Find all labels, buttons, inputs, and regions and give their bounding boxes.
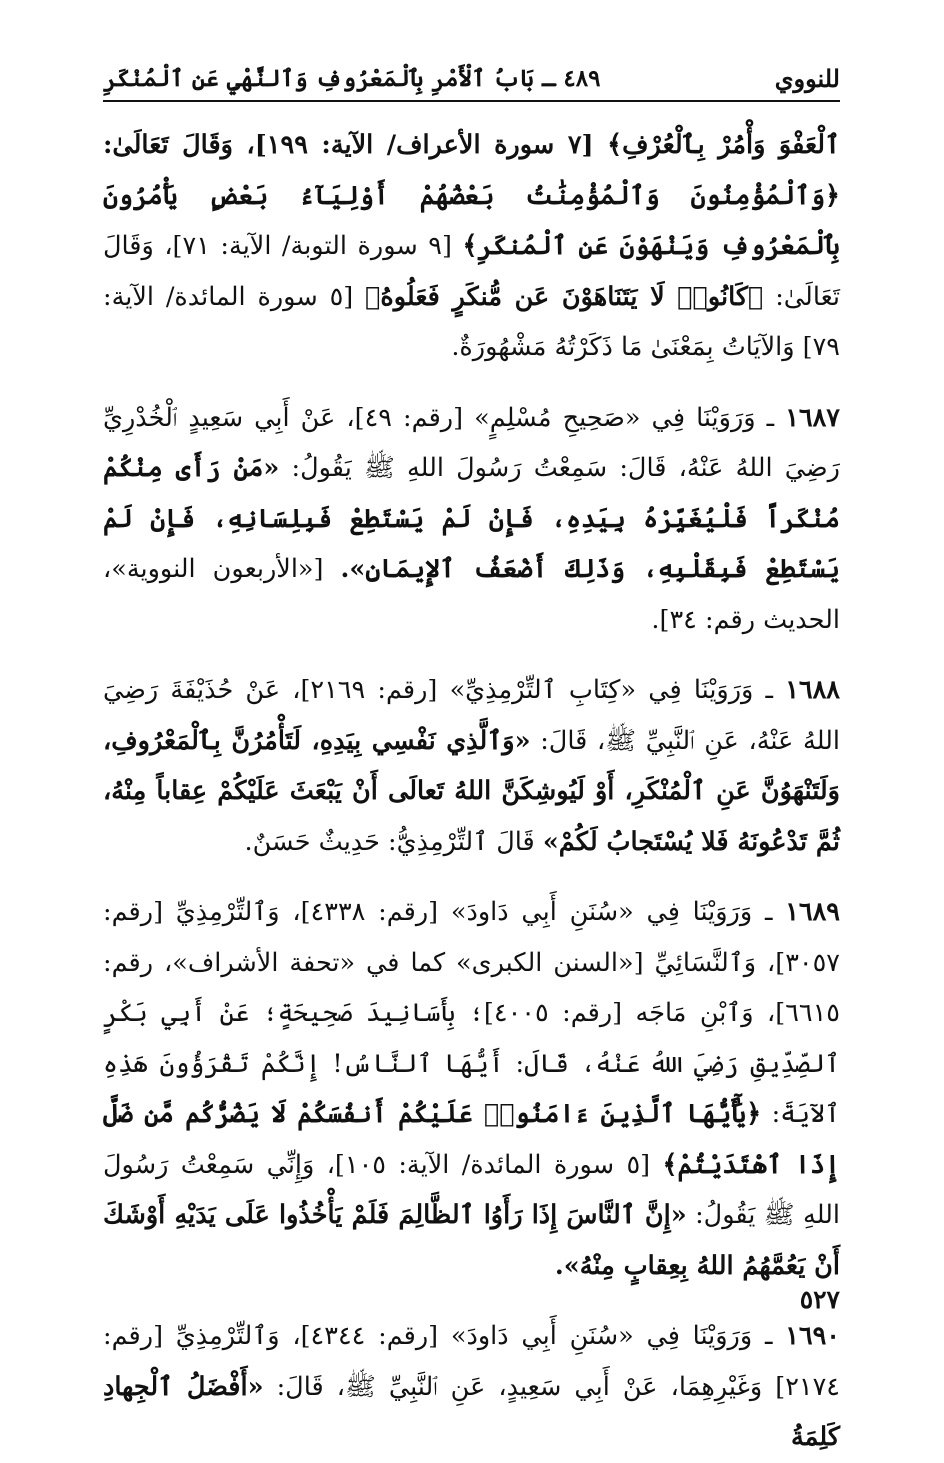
hadith-chain: ـ وَرَوَيْنَا فِي «سُنَنِ أَبِي دَاودَ» [رقم: ٤٣٣٨]، وَٱلتِّرْمِذِيِّ [رقم: ٣٠٥٧]، وَٱلنَّسَائِيِّ [«السنن الكبرى» كما في «تحفة الأشراف»، رقم: ٦٦١٥]، وَٱبْنِ مَاجَه [رقم: ٤٠٠٥]؛ بِأَسَانِيدَ صَحِيحَةٍ؛ عَنْ أَبِي بَكْرٍ ٱلصِّدِّيقِ رَضِيَ اللهُ عَنْهُ، قَالَ: أَيُّهَا ٱلنَّاسُ! إِنَّكُمْ تَقْرَؤُونَ هَذِهِ ٱلآيَةَ:: [103, 897, 841, 1129]
intro-paragraph: [103, 120, 840, 373]
page-body: [103, 120, 840, 1463]
hadith-number: ١٦٨٨: [785, 675, 840, 705]
hadith-text: «أَفْضَلُ ٱلْجِهادِ كَلِمَةُ: [103, 1371, 840, 1452]
header-chapter-title: ٤٨٩ ـ بَابُ ٱلْأَمْرِ بِٱلْمَعْرُوفِ وَٱلنَّهْيِ عَنِ ٱلْمُنْكَرِ: [103, 64, 601, 92]
quran-verse-tail: ٱلْعَفْوَ وَأْمُرْ بِٱلْعُرْفِ﴾ [٧ سورة الأعراف/ الآية: ١٩٩]، وَقَالَ تَعَالَىٰ:: [103, 130, 841, 160]
hadith-text: «إِنَّ ٱلنَّاسَ إِذَا رَأَوُا ٱلظَّالِمَ فَلَمْ يَأْخُذُوا عَلَى يَدَيْهِ أَوْشَكَ أَنْ يَعُمَّهُمُ اللهُ بِعِقابٍ مِنْهُ».: [103, 1200, 840, 1281]
quran-verse: ﴿كَانُوا۟ لَا يَتَنَاهَوْنَ عَن مُّنكَرٍ فَعَلُوهُ﴾: [365, 281, 764, 312]
hadith-number: ١٦٨٩: [785, 897, 840, 927]
hadith-1687: [103, 393, 840, 646]
hadith-1690: [103, 1311, 840, 1463]
hadith-number: ١٦٨٧: [785, 402, 840, 433]
page-number: ٥٢٧: [799, 1285, 840, 1314]
hadith-1688: [103, 665, 840, 867]
verse-reference: [٩ سورة التوبة/ الآية: ٧١]، وَقَالَ تَعَالَىٰ:: [103, 231, 840, 312]
quran-verse: ﴿يَٰٓأَيُّهَا ٱلَّذِينَ ءَامَنُوا۟ عَلَيْكُمْ أَنفُسَكُمْ لَا يَضُرُّكُم مَّن ضَلَّ إِذَا ٱهْتَدَيْتُمْ﴾: [103, 1099, 840, 1180]
header-author: للنووي: [774, 63, 840, 93]
hadith-1689: [103, 887, 840, 1291]
hadith-chain: ـ وَرَوَيْنَا فِي «كِتَابِ ٱلتِّرْمِذِيِّ» [رقم: ٢١٦٩]، عَنْ حُذَيْفَةَ رَضِيَ اللهُ عَنْهُ، عَنِ ٱلنَّبِيِّ ﷺ، قَالَ:: [103, 675, 840, 756]
hadith-source: قَالَ ٱلتِّرْمِذِيُّ: حَدِيثٌ حَسَنٌ.: [244, 826, 535, 857]
hadith-text: «وَٱلَّذِي نَفْسِي بِيَدِهِ، لَتَأْمُرُنَّ بِٱلْمَعْرُوفِ، وَلَتَنْهَوُنَّ عَنِ ٱلْمُنْكَرِ، أَوْ لَيُوشِكَنَّ اللهُ تَعالَى أَنْ يَبْعَثَ عَلَيْكُمْ عِقاباً مِنْهُ، ثُمَّ تَدْعُونَهُ فَلا يُسْتَجابُ لَكُمْ»: [103, 725, 840, 857]
quran-verse: ﴿وَٱلْمُؤْمِنُونَ وَٱلْمُؤْمِنَٰتُ بَعْضُهُمْ أَوْلِيَآءُ بَعْضٍ يَأْمُرُونَ بِٱلْمَعْرُوفِ وَيَنْهَوْنَ عَنِ ٱلْمُنكَرِ﴾: [103, 180, 840, 261]
hadith-chain: ـ وَرَوَيْنَا فِي «سُنَنِ أَبِي دَاودَ» [رقم: ٤٣٤٤]، وَٱلتِّرْمِذِيِّ [رقم: ٢١٧٤] وَغَيْرِهِمَا، عَنْ أَبِي سَعِيدٍ، عَنِ ٱلنَّبِيِّ ﷺ، قَالَ:: [103, 1321, 840, 1402]
hadith-number: ١٦٩٠: [785, 1321, 840, 1351]
verse-reference: [٥ سورة المائدة/ الآية: ١٠٥]، وَإِنِّي سَمِعْتُ رَسُولَ اللهِ ﷺ يَقُولُ:: [103, 1149, 840, 1230]
hadith-text: «مَنْ رَأَى مِنْكُمْ مُنْكَراً فَلْيُغَيِّرْهُ بِيَدِهِ، فَإِنْ لَمْ يَسْتَطِعْ فَبِلِسَانِهِ، فَإِنْ لَمْ يَسْتَطِعْ فَبِقَلْبِهِ، وَذَلِكَ أَضْعَفُ ٱلإِيمَانِ».: [103, 453, 840, 584]
verse-reference: [٥ سورة المائدة/ الآية: ٧٩] وَالآيَاتُ بِمَعْنَىٰ مَا ذَكَرْتُهُ مَشْهُورَةٌ.: [103, 281, 840, 362]
running-header: [103, 56, 840, 102]
hadith-source: [«الأربعون النووية»، الحديث رقم: ٣٤].: [103, 554, 840, 635]
hadith-chain: ـ وَرَوَيْنَا فِي «صَحِيحِ مُسْلِمٍ» [رقم: ٤٩]، عَنْ أَبِي سَعِيدٍ ٱلْخُدْرِيِّ رَضِيَ اللهُ عَنْهُ، قَالَ: سَمِعْتُ رَسُولَ اللهِ ﷺ يَقُولُ:: [103, 402, 840, 483]
